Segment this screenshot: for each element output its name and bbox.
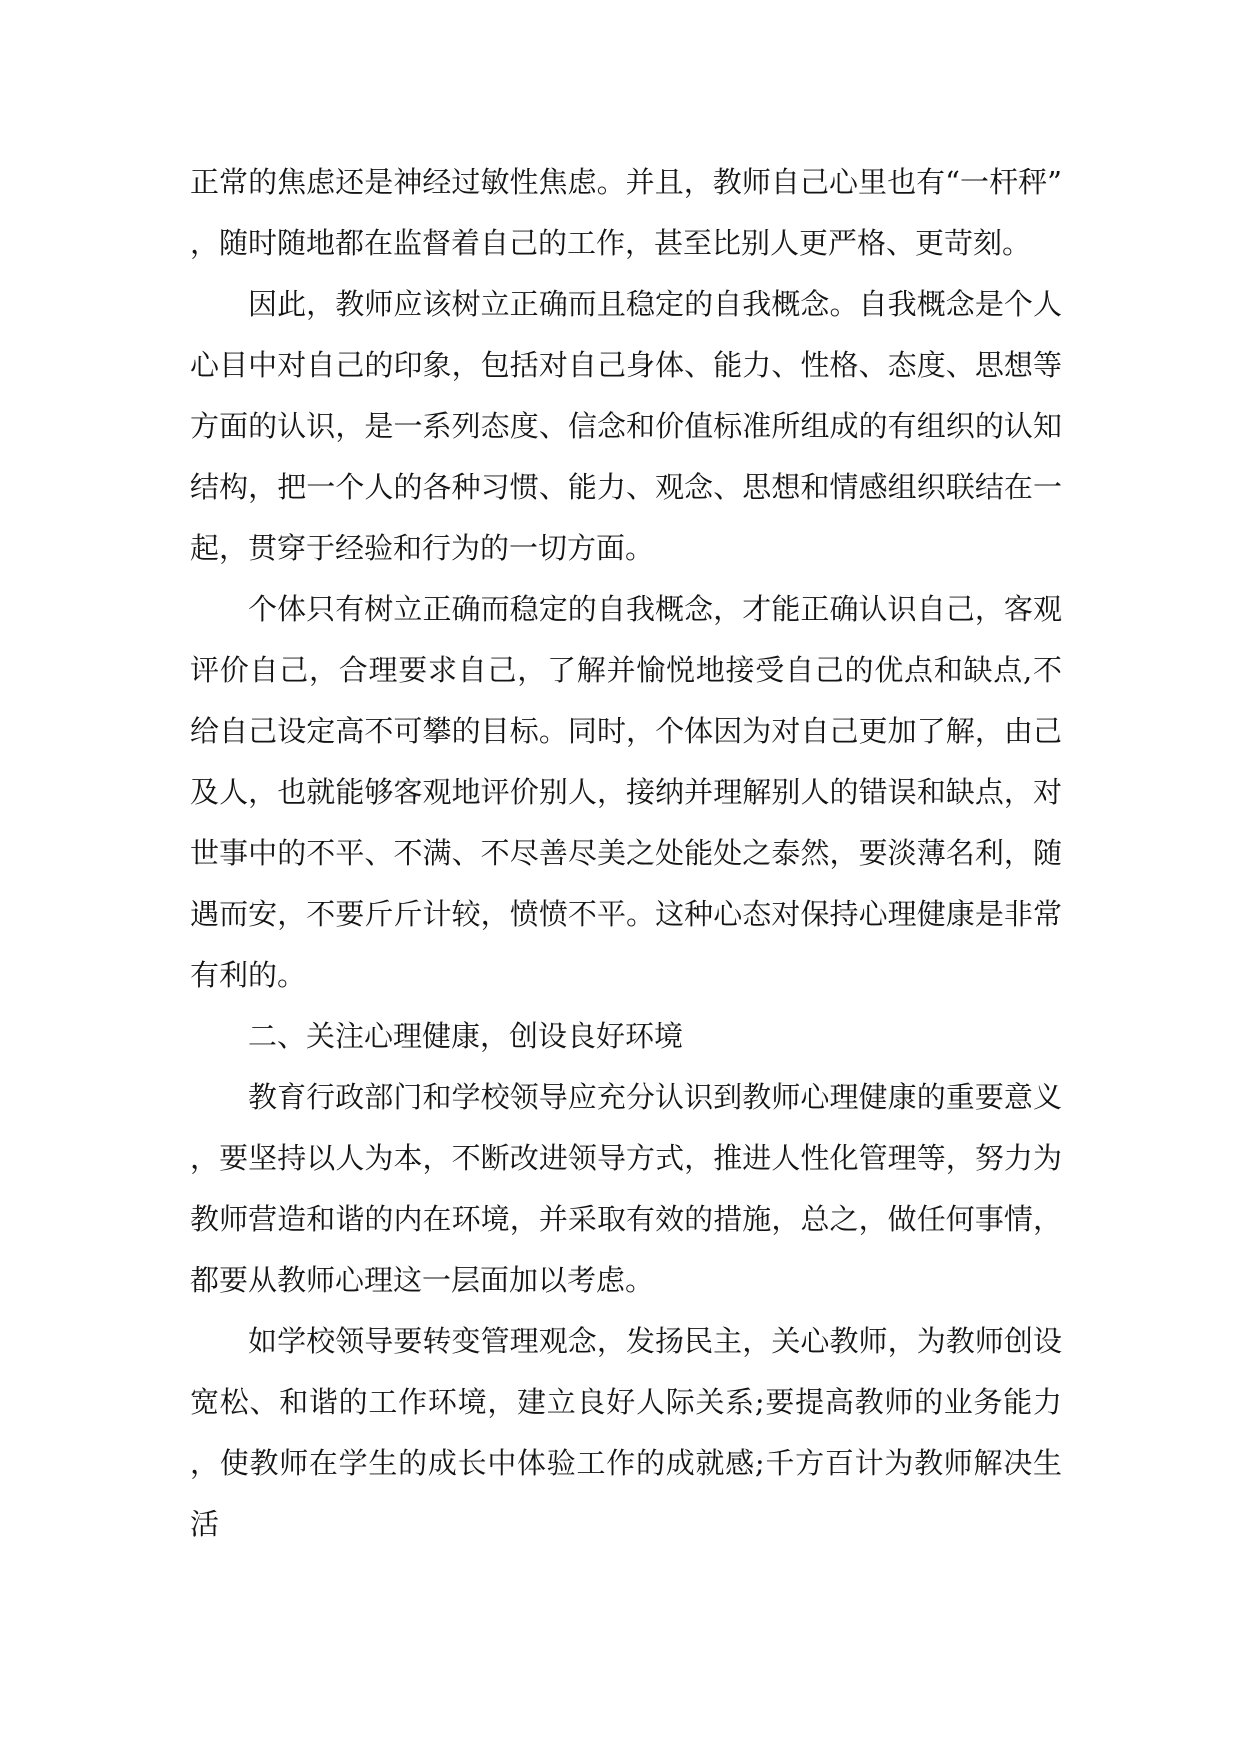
paragraph-continuation: 正常的焦虑还是神经过敏性焦虑。并且，教师自己心里也有“一杆秤”，随时随地都在监督着自己的工作，甚至比别人更严格、更苛刻。 [190,165,1062,260]
section-heading: 二、关注心理健康，创设良好环境 [248,1019,684,1053]
document-body [190,152,1062,1555]
paragraph-administration: 教育行政部门和学校领导应充分认识到教师心理健康的重要意义，要坚持以人为本，不断改进领导方式，推进人性化管理等，努力为教师营造和谐的内在环境，并采取有效的措施，总之，做任何事情，都要从教师心理这一层面加以考虑。 [190,1080,1062,1297]
paragraph-individual: 个体只有树立正确而稳定的自我概念，才能正确认识自己，客观评价自己，合理要求自己，了解并愉悦地接受自己的优点和缺点,不给自己设定高不可攀的目标。同时，个体因为对自己更加了解，由己及人，也就能够客观地评价别人，接纳并理解别人的错误和缺点，对世事中的不平、不满、不尽善尽美之处能处之泰然，要淡薄名利，随遇而安，不要斤斤计较，愤愤不平。这种心态对保持心理健康是非常有利的。 [190,592,1062,992]
paragraph-school-leaders: 如学校领导要转变管理观念，发扬民主，关心教师，为教师创设宽松、和谐的工作环境，建立良好人际关系;要提高教师的业务能力，使教师在学生的成长中体验工作的成就感;千方百计为教师解决生活 [190,1324,1062,1541]
paragraph-self-concept: 因此，教师应该树立正确而且稳定的自我概念。自我概念是个人心目中对自己的印象，包括对自己身体、能力、性格、态度、思想等方面的认识，是一系列态度、信念和价值标准所组成的有组织的认知结构，把一个人的各种习惯、能力、观念、思想和情感组织联结在一起，贯穿于经验和行为的一切方面。 [190,287,1062,565]
